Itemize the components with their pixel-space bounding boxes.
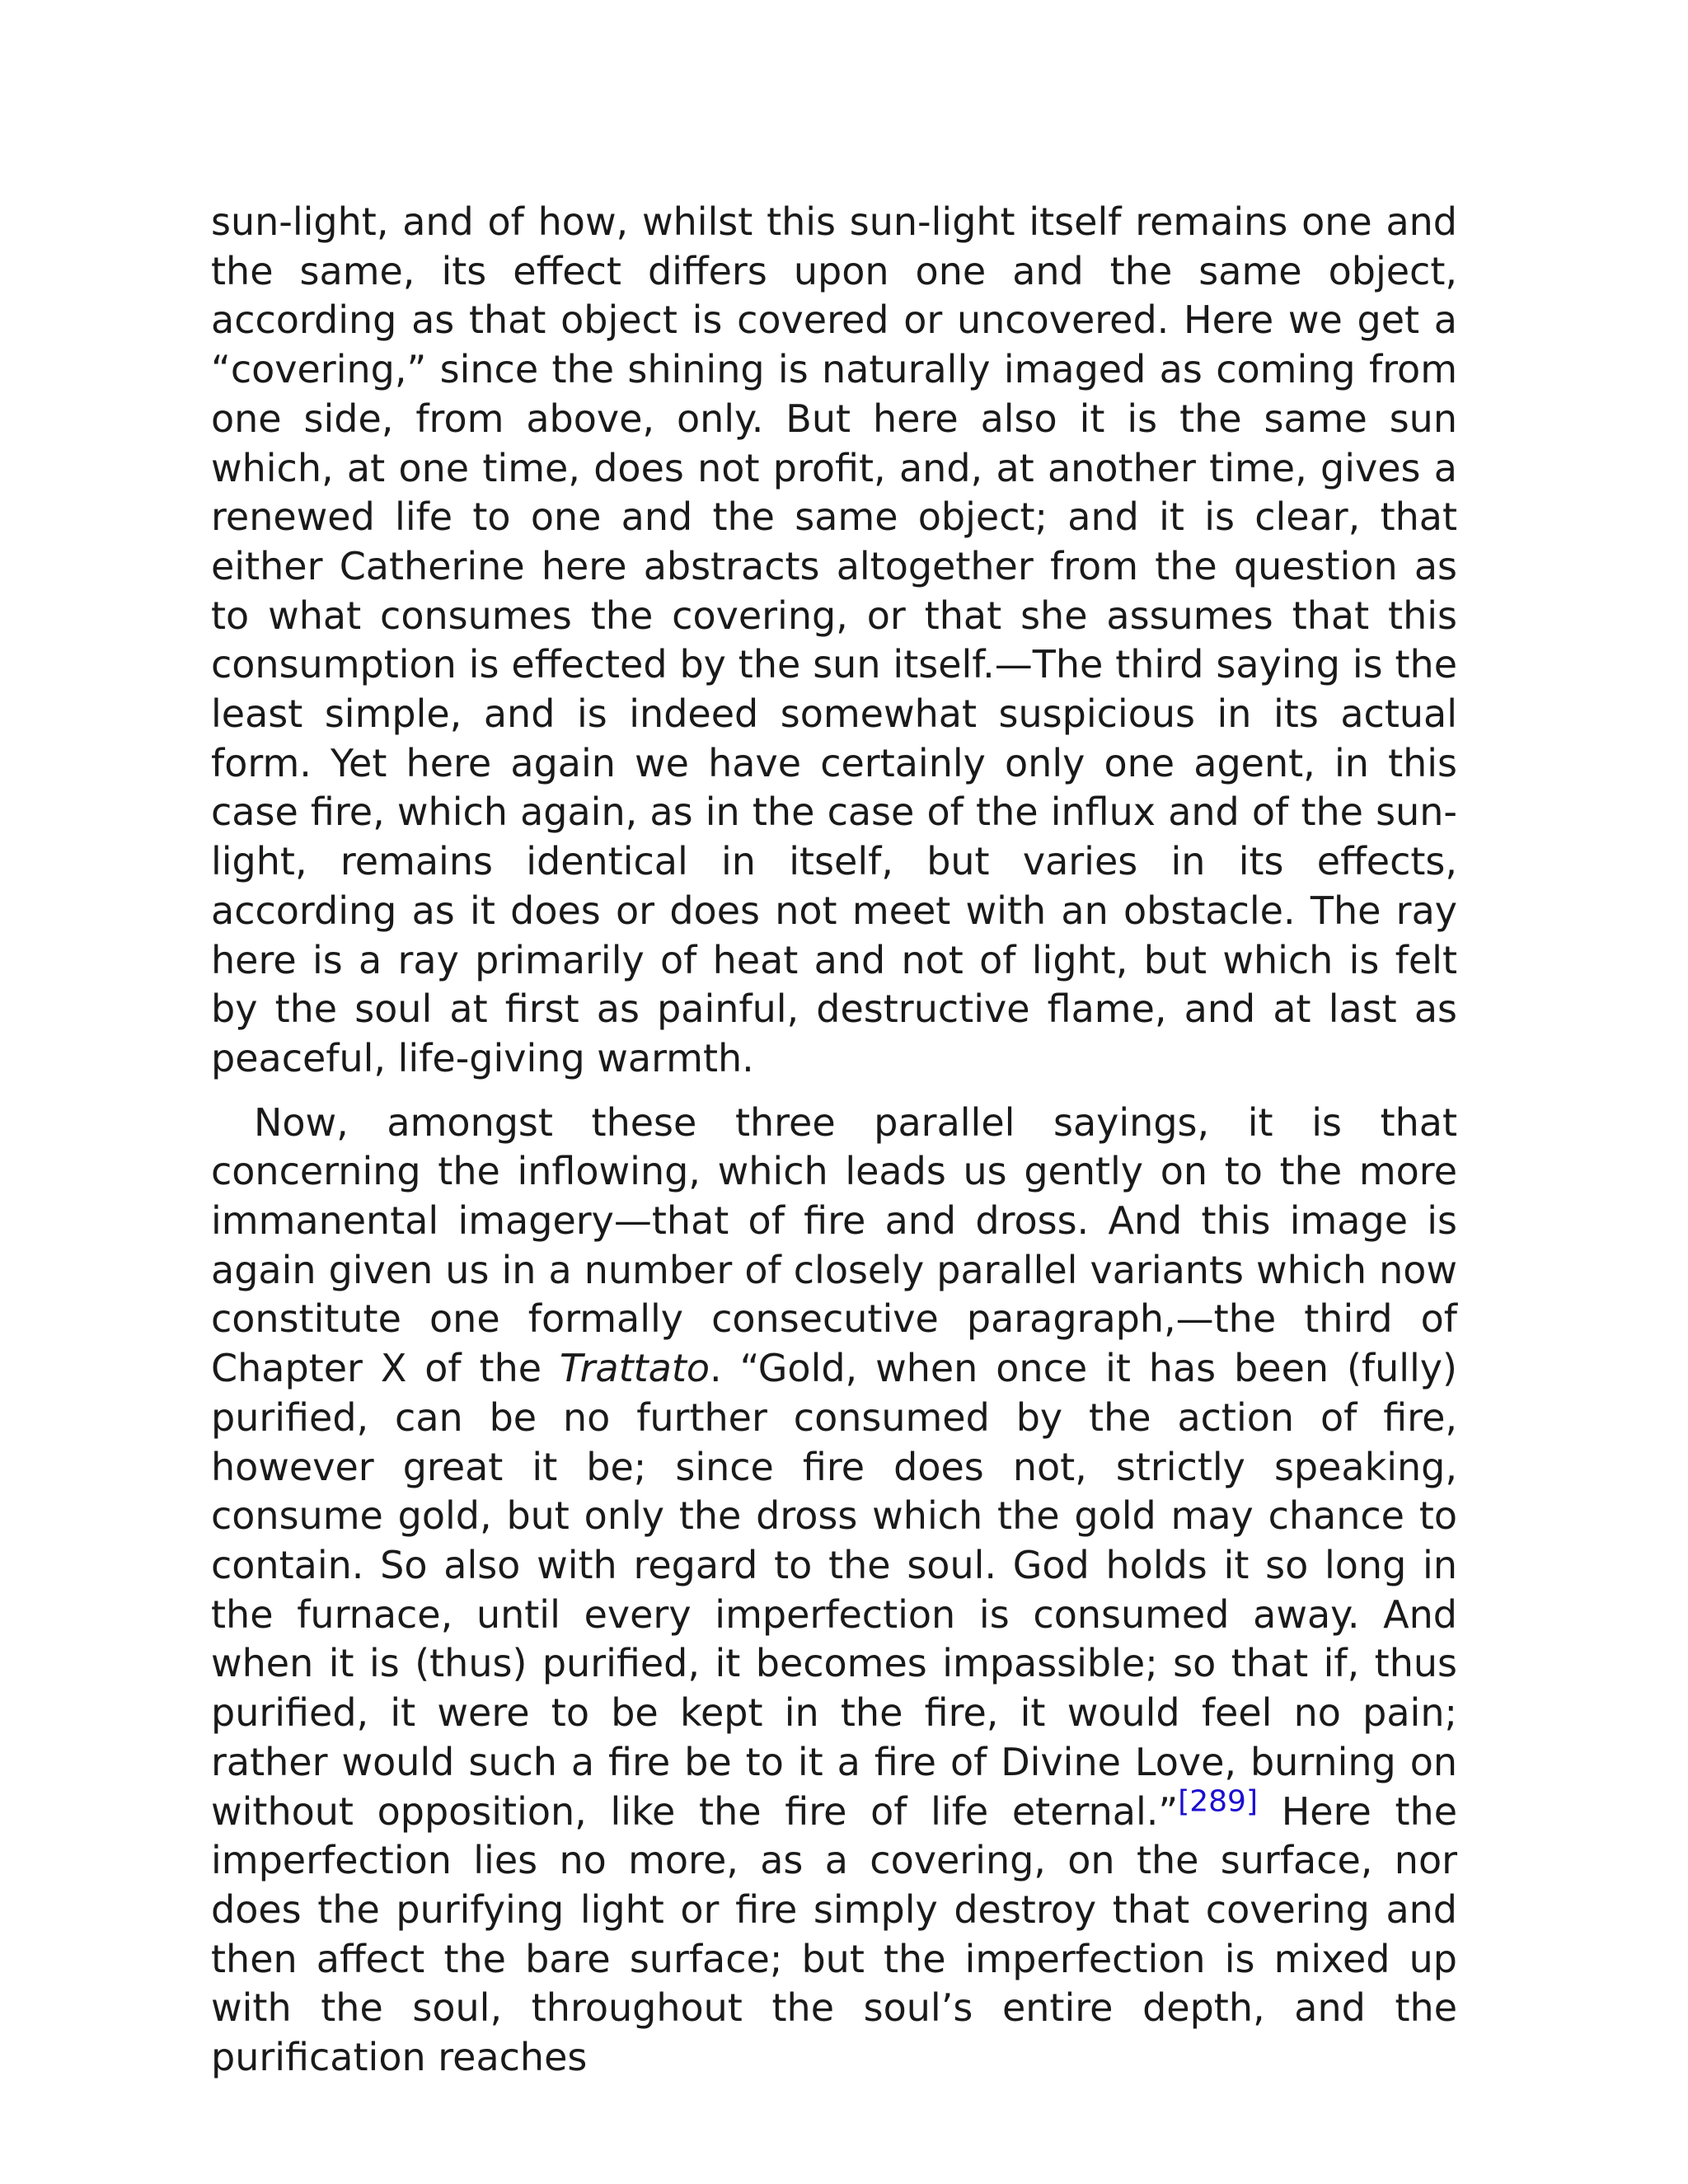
book-title-italic: Trattato	[559, 1346, 710, 1391]
document-page	[211, 198, 1457, 2083]
paragraph-1: sun-light, and of how, whilst this sun-light itself remains one and the same, its effect differs upon one and the same object, according as that object is covered or uncovered. Here we get a “covering,” since the shining is naturally imaged as coming from one side, from above, only. But here also it is the same sun which, at one time, does not profit, and, at another time, gives a renewed life to one and the same object; and it is clear, that either Catherine here abstracts altogether from the question as to what consumes the covering, or that she assumes that this consumption is effected by the sun itself.—The third saying is the least simple, and is indeed somewhat suspicious in its actual form. Yet here again we have certainly only one agent, in this case fire, which again, as in the case of the influx and of the sun-light, remains identical in itself, but varies in its effects, according as it does or does not meet with an obstacle. The ray here is a ray primarily of heat and not of light, but which is felt by the soul at first as painful, destructive flame, and at last as peaceful, life-giving warmth.	[211, 199, 1457, 1080]
paragraph-2	[211, 1099, 1457, 2083]
paragraph-2-text-part-2: . “Gold, when once it has been (fully) purified, can be no further consumed by the action of fire, however great it be; since fire does not, strictly speaking, consume gold, but only the dross which the gold may chance to contain. So also with regard to the soul. God holds it so long in the furnace, until every imperfection is consumed away. And when it is (thus) purified, it becomes impassible; so that if, thus purified, it were to be kept in the fire, it would feel no pain; rather would such a fire be to it a fire of Divine Love, burning on without opposition, like the fire of life eternal.”	[211, 1346, 1457, 1834]
paragraph-2-text-part-3: Here the imperfection lies no more, as a covering, on the surface, nor does the purifying light or fire simply destroy that covering and then affect the bare surface; but the imperfection is mixed up with the soul, throughout the soul’s entire depth, and the purification reaches	[211, 1788, 1457, 2080]
footnote-link-289[interactable]: [289]	[1178, 1784, 1259, 1819]
paragraph-2-text-part-1: Now, amongst these three parallel sayings, it is that concerning the inflowing, which leads us gently on to the more immanental imagery—that of fire and dross. And this image is again given us in a number of closely parallel variants which now constitute one formally consecutive paragraph,—the third of Chapter X of the	[211, 1099, 1457, 1391]
